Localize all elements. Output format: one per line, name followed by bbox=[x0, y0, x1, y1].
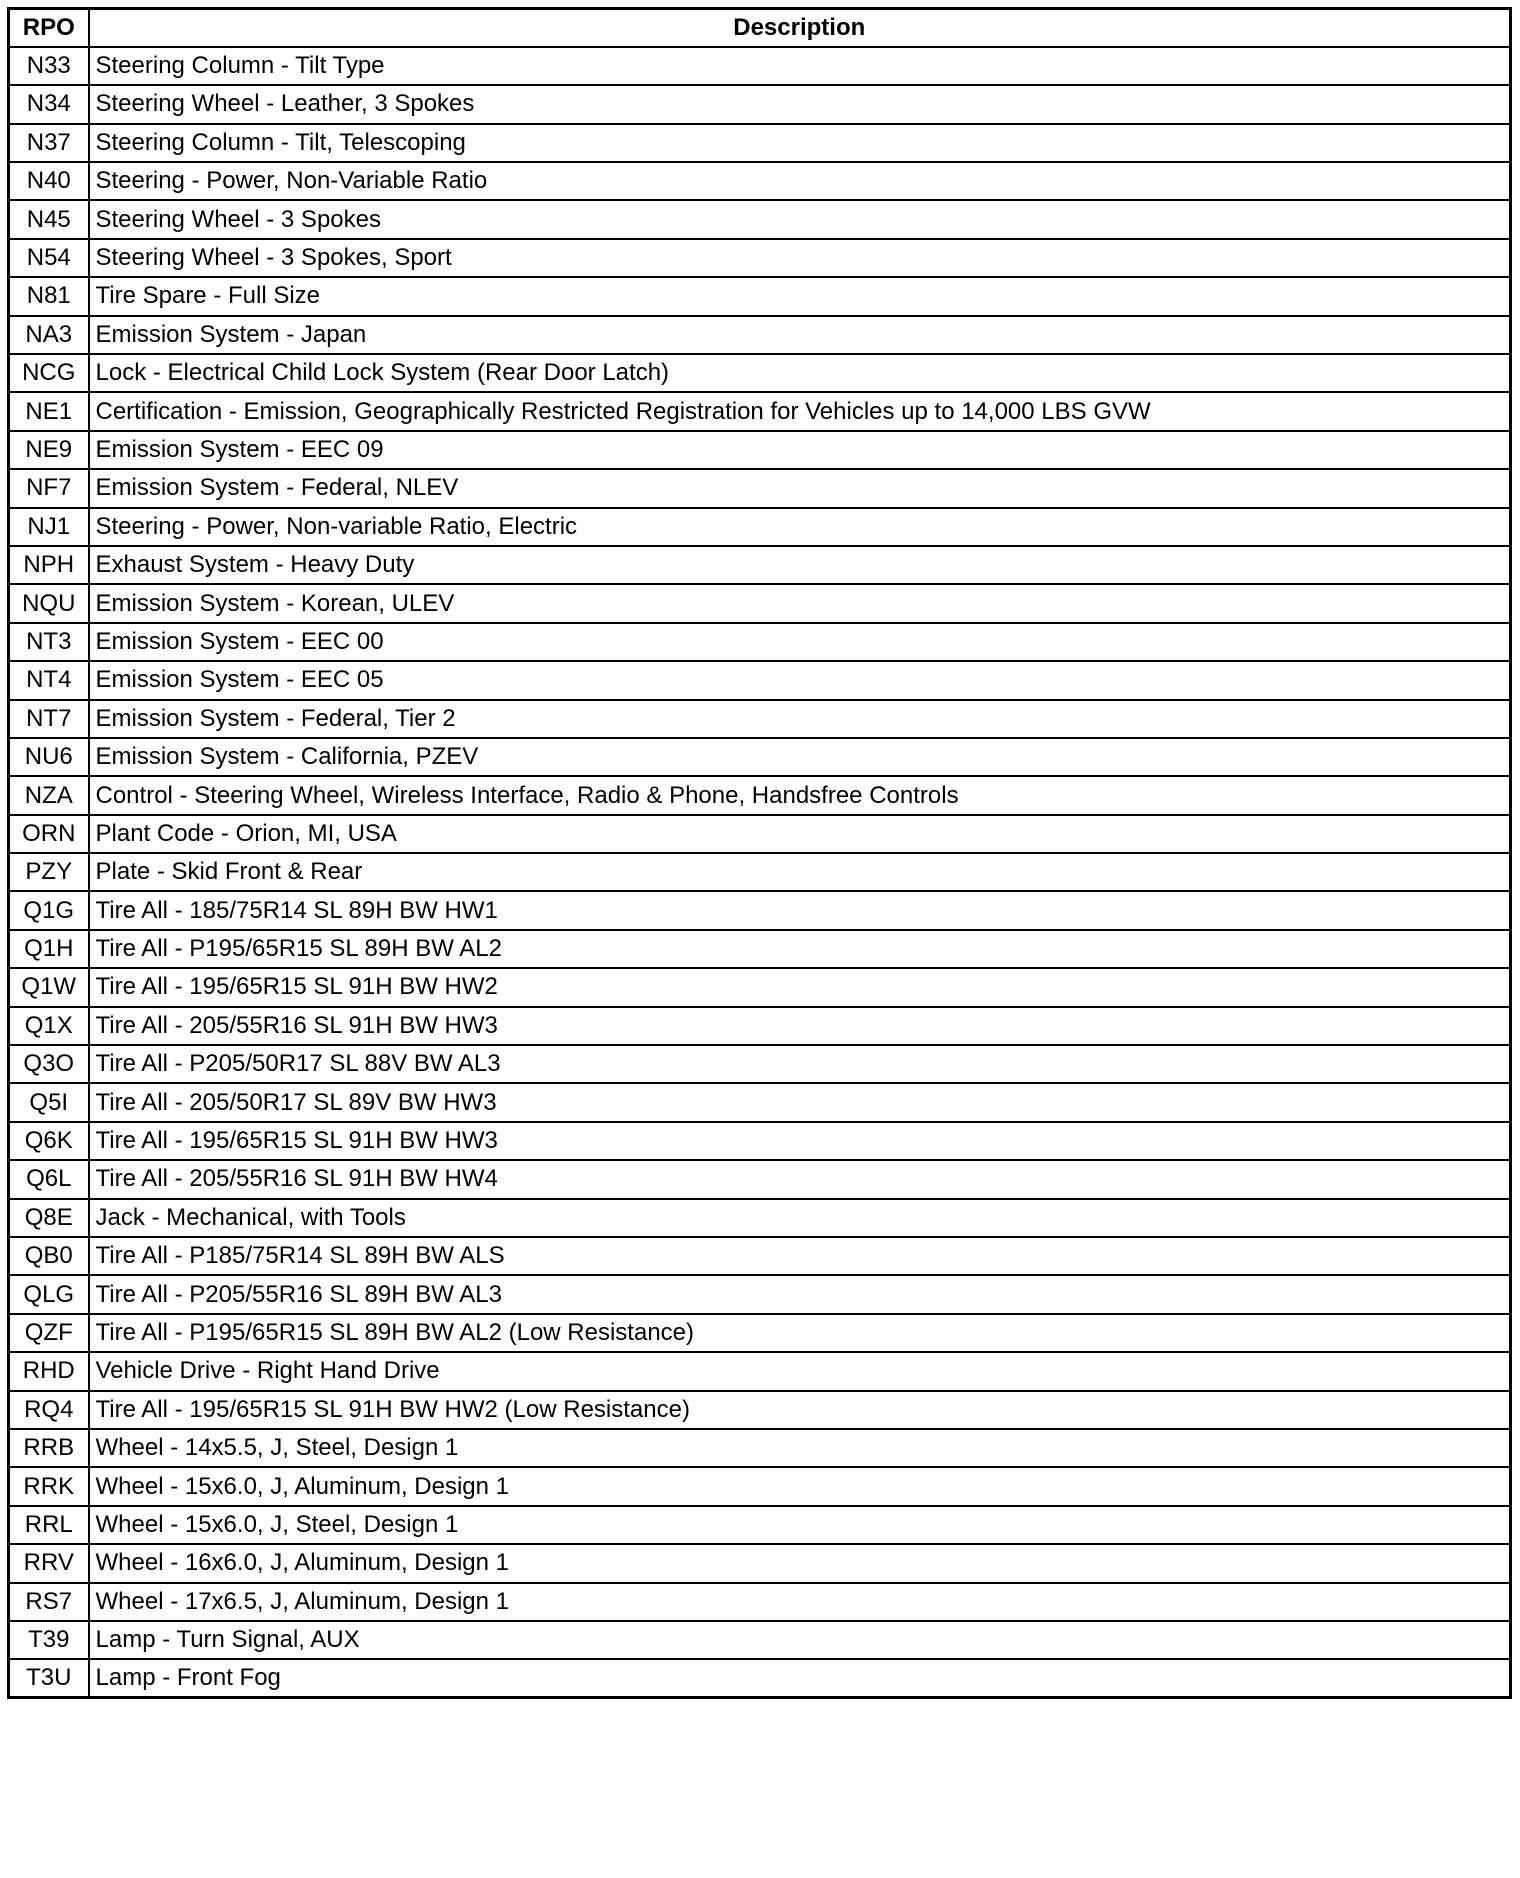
description-cell: Steering - Power, Non-variable Ratio, Electric bbox=[89, 508, 1511, 546]
rpo-code-cell: N34 bbox=[9, 85, 89, 123]
description-cell: Steering - Power, Non-Variable Ratio bbox=[89, 162, 1511, 200]
rpo-code-cell: NQU bbox=[9, 584, 89, 622]
table-row bbox=[9, 354, 1511, 392]
description-cell: Plate - Skid Front & Rear bbox=[89, 853, 1511, 891]
table-row bbox=[9, 1160, 1511, 1198]
description-cell: Wheel - 15x6.0, J, Aluminum, Design 1 bbox=[89, 1467, 1511, 1505]
description-cell: Wheel - 14x5.5, J, Steel, Design 1 bbox=[89, 1429, 1511, 1467]
rpo-code-cell: N33 bbox=[9, 47, 89, 85]
rpo-code-cell: RRB bbox=[9, 1429, 89, 1467]
description-cell: Tire All - 195/65R15 SL 91H BW HW2 (Low Resistance) bbox=[89, 1391, 1511, 1429]
description-cell: Lamp - Turn Signal, AUX bbox=[89, 1621, 1511, 1659]
description-cell: Tire All - 205/55R16 SL 91H BW HW4 bbox=[89, 1160, 1511, 1198]
rpo-code-cell: N37 bbox=[9, 124, 89, 162]
table-row bbox=[9, 1506, 1511, 1544]
table-row bbox=[9, 1467, 1511, 1505]
description-cell: Emission System - Japan bbox=[89, 316, 1511, 354]
description-cell: Steering Wheel - Leather, 3 Spokes bbox=[89, 85, 1511, 123]
rpo-code-cell: NU6 bbox=[9, 738, 89, 776]
table-row bbox=[9, 47, 1511, 85]
table-row bbox=[9, 738, 1511, 776]
rpo-code-cell: Q3O bbox=[9, 1045, 89, 1083]
rpo-code-cell: N45 bbox=[9, 200, 89, 238]
rpo-code-cell: NPH bbox=[9, 546, 89, 584]
rpo-code-cell: T39 bbox=[9, 1621, 89, 1659]
rpo-code-cell: RQ4 bbox=[9, 1391, 89, 1429]
rpo-code-cell: ORN bbox=[9, 815, 89, 853]
table-row bbox=[9, 392, 1511, 430]
table-row bbox=[9, 1237, 1511, 1275]
description-cell: Tire Spare - Full Size bbox=[89, 277, 1511, 315]
description-cell: Emission System - EEC 00 bbox=[89, 623, 1511, 661]
description-cell: Lock - Electrical Child Lock System (Rear Door Latch) bbox=[89, 354, 1511, 392]
table-row bbox=[9, 1199, 1511, 1237]
description-cell: Emission System - Korean, ULEV bbox=[89, 584, 1511, 622]
description-cell: Wheel - 15x6.0, J, Steel, Design 1 bbox=[89, 1506, 1511, 1544]
table-row bbox=[9, 776, 1511, 814]
rpo-code-cell: PZY bbox=[9, 853, 89, 891]
table-row bbox=[9, 891, 1511, 929]
description-cell: Tire All - 205/55R16 SL 91H BW HW3 bbox=[89, 1007, 1511, 1045]
rpo-code-cell: RHD bbox=[9, 1352, 89, 1390]
table-row bbox=[9, 1007, 1511, 1045]
table-row bbox=[9, 661, 1511, 699]
description-cell: Steering Column - Tilt, Telescoping bbox=[89, 124, 1511, 162]
rpo-code-cell: QB0 bbox=[9, 1237, 89, 1275]
table-row bbox=[9, 1583, 1511, 1621]
rpo-code-cell: Q1W bbox=[9, 968, 89, 1006]
table-row bbox=[9, 85, 1511, 123]
rpo-code-cell: NJ1 bbox=[9, 508, 89, 546]
table-row bbox=[9, 853, 1511, 891]
table-body bbox=[9, 47, 1511, 1698]
table-row bbox=[9, 623, 1511, 661]
rpo-code-cell: NZA bbox=[9, 776, 89, 814]
table-row bbox=[9, 700, 1511, 738]
rpo-code-cell: N54 bbox=[9, 239, 89, 277]
rpo-code-cell: NE9 bbox=[9, 431, 89, 469]
description-cell: Steering Column - Tilt Type bbox=[89, 47, 1511, 85]
description-cell: Vehicle Drive - Right Hand Drive bbox=[89, 1352, 1511, 1390]
table-row bbox=[9, 1045, 1511, 1083]
description-cell: Tire All - P185/75R14 SL 89H BW ALS bbox=[89, 1237, 1511, 1275]
description-cell: Emission System - EEC 05 bbox=[89, 661, 1511, 699]
description-cell: Emission System - California, PZEV bbox=[89, 738, 1511, 776]
description-cell: Jack - Mechanical, with Tools bbox=[89, 1199, 1511, 1237]
table-row bbox=[9, 584, 1511, 622]
description-cell: Steering Wheel - 3 Spokes bbox=[89, 200, 1511, 238]
table-row bbox=[9, 1391, 1511, 1429]
rpo-code-cell: QZF bbox=[9, 1314, 89, 1352]
rpo-code-cell: QLG bbox=[9, 1275, 89, 1313]
table-row bbox=[9, 316, 1511, 354]
description-cell: Emission System - Federal, NLEV bbox=[89, 469, 1511, 507]
table-row bbox=[9, 968, 1511, 1006]
rpo-table bbox=[7, 7, 1512, 1699]
rpo-code-cell: NT4 bbox=[9, 661, 89, 699]
description-cell: Tire All - P205/50R17 SL 88V BW AL3 bbox=[89, 1045, 1511, 1083]
description-cell: Tire All - 195/65R15 SL 91H BW HW2 bbox=[89, 968, 1511, 1006]
table-row bbox=[9, 431, 1511, 469]
rpo-code-cell: Q5I bbox=[9, 1083, 89, 1121]
description-cell: Tire All - 195/65R15 SL 91H BW HW3 bbox=[89, 1122, 1511, 1160]
rpo-code-cell: NA3 bbox=[9, 316, 89, 354]
rpo-code-cell: NE1 bbox=[9, 392, 89, 430]
rpo-code-cell: T3U bbox=[9, 1659, 89, 1697]
table-row bbox=[9, 277, 1511, 315]
description-column-header: Description bbox=[89, 9, 1511, 47]
description-cell: Certification - Emission, Geographically Restricted Registration for Vehicles up to 14,000 LBS GVW bbox=[89, 392, 1511, 430]
description-cell: Wheel - 17x6.5, J, Aluminum, Design 1 bbox=[89, 1583, 1511, 1621]
table-row bbox=[9, 124, 1511, 162]
table-row bbox=[9, 1429, 1511, 1467]
description-cell: Tire All - P195/65R15 SL 89H BW AL2 (Low Resistance) bbox=[89, 1314, 1511, 1352]
rpo-code-cell: RRK bbox=[9, 1467, 89, 1505]
description-cell: Tire All - 205/50R17 SL 89V BW HW3 bbox=[89, 1083, 1511, 1121]
rpo-code-cell: NT3 bbox=[9, 623, 89, 661]
table-row bbox=[9, 508, 1511, 546]
rpo-code-cell: N40 bbox=[9, 162, 89, 200]
description-cell: Emission System - Federal, Tier 2 bbox=[89, 700, 1511, 738]
rpo-code-cell: Q1H bbox=[9, 930, 89, 968]
table-row bbox=[9, 930, 1511, 968]
rpo-code-cell: RS7 bbox=[9, 1583, 89, 1621]
table-row bbox=[9, 200, 1511, 238]
table-row bbox=[9, 1314, 1511, 1352]
table-row bbox=[9, 1083, 1511, 1121]
description-cell: Plant Code - Orion, MI, USA bbox=[89, 815, 1511, 853]
rpo-code-cell: Q6K bbox=[9, 1122, 89, 1160]
table-row bbox=[9, 1122, 1511, 1160]
description-cell: Wheel - 16x6.0, J, Aluminum, Design 1 bbox=[89, 1544, 1511, 1582]
rpo-code-cell: Q1G bbox=[9, 891, 89, 929]
table-row bbox=[9, 546, 1511, 584]
description-cell: Tire All - P195/65R15 SL 89H BW AL2 bbox=[89, 930, 1511, 968]
description-cell: Exhaust System - Heavy Duty bbox=[89, 546, 1511, 584]
rpo-code-cell: RRV bbox=[9, 1544, 89, 1582]
description-cell: Tire All - P205/55R16 SL 89H BW AL3 bbox=[89, 1275, 1511, 1313]
rpo-code-cell: Q1X bbox=[9, 1007, 89, 1045]
rpo-code-cell: NT7 bbox=[9, 700, 89, 738]
description-cell: Control - Steering Wheel, Wireless Interface, Radio & Phone, Handsfree Controls bbox=[89, 776, 1511, 814]
table-row bbox=[9, 469, 1511, 507]
description-cell: Tire All - 185/75R14 SL 89H BW HW1 bbox=[89, 891, 1511, 929]
rpo-code-cell: N81 bbox=[9, 277, 89, 315]
rpo-code-cell: Q6L bbox=[9, 1160, 89, 1198]
description-cell: Lamp - Front Fog bbox=[89, 1659, 1511, 1697]
table-row bbox=[9, 1275, 1511, 1313]
table-row bbox=[9, 815, 1511, 853]
table-row bbox=[9, 1621, 1511, 1659]
table-row bbox=[9, 1544, 1511, 1582]
rpo-code-cell: Q8E bbox=[9, 1199, 89, 1237]
header-row bbox=[9, 9, 1511, 47]
rpo-column-header: RPO bbox=[9, 9, 89, 47]
table-row bbox=[9, 162, 1511, 200]
table-row bbox=[9, 1659, 1511, 1697]
table-row bbox=[9, 239, 1511, 277]
rpo-code-cell: RRL bbox=[9, 1506, 89, 1544]
rpo-code-cell: NCG bbox=[9, 354, 89, 392]
description-cell: Emission System - EEC 09 bbox=[89, 431, 1511, 469]
rpo-code-cell: NF7 bbox=[9, 469, 89, 507]
description-cell: Steering Wheel - 3 Spokes, Sport bbox=[89, 239, 1511, 277]
table-row bbox=[9, 1352, 1511, 1390]
